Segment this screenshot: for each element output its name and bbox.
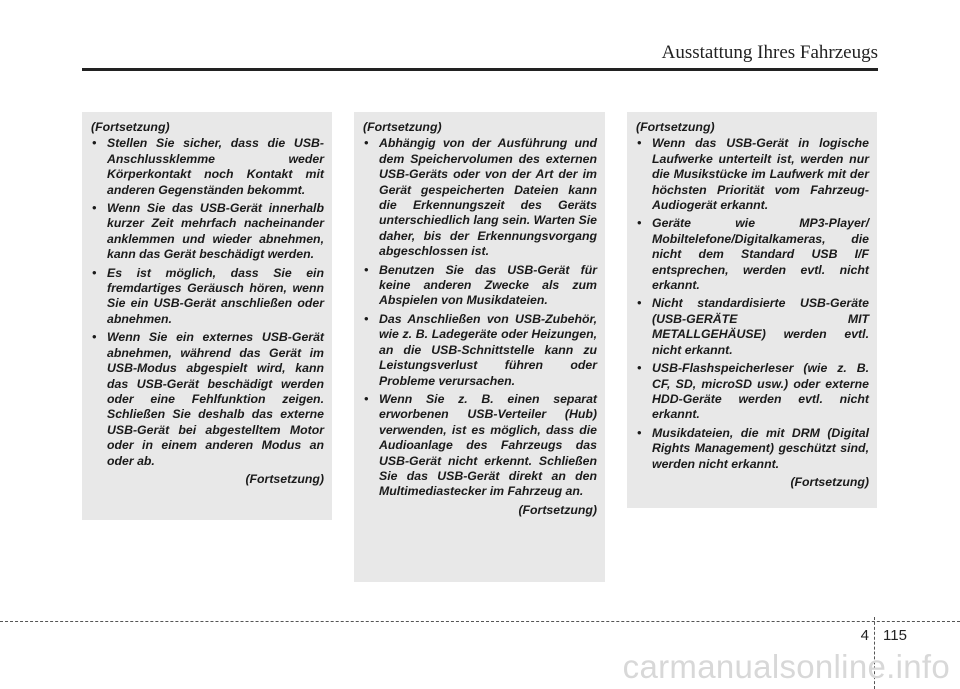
list-item: • Wenn das USB-Gerät in logische Laufwerke unterteilt ist, werden nur die Musikstücke im Laufwerk mit der höchsten Priorität vom Fahrzeug-Audiogerät erkannt. (636, 136, 869, 213)
continuation-label: (Fortsetzung) (363, 120, 442, 134)
list-item: • Wenn Sie ein externes USB-Gerät abnehmen, während das Gerät im USB-Modus abgespielt wird, kann das USB-Gerät beschädigt werden oder eine Fehlfunktion zeigen. Schließen Sie deshalb das externe USB-Gerät bei abgestelltem Motor oder in einem anderen Modus an oder ab. (91, 330, 324, 469)
text-column-2 (354, 112, 605, 582)
bullet-list (91, 136, 324, 469)
watermark-text: carmanualsonline.info (622, 648, 950, 685)
list-item: • Es ist möglich, dass Sie ein fremdartiges Geräusch hören, wenn Sie ein USB-Gerät anschließen oder abnehmen. (91, 266, 324, 328)
list-item: • Wenn Sie z. B. einen separat erworbenen USB-Verteiler (Hub) verwenden, ist es möglich, dass die Audioanlage des Fahrzeugs das USB-Gerät nicht erkennt. Schließen Sie das USB-Gerät direkt an den Multimediastecker im Fahrzeug an. (363, 392, 597, 500)
page-number: 115 (883, 627, 907, 644)
list-item: • USB-Flashspeicherleser (wie z. B. CF, SD, microSD usw.) oder externe HDD-Geräte werden evtl. nicht erkannt. (636, 361, 869, 423)
continuation-note: (Fortsetzung) (245, 471, 324, 486)
list-item: • Abhängig von der Ausführung und dem Speichervolumen des externen USB-Geräts oder von der Art der im Gerät gespeicherten Dateien kann die Erkennungszeit des Geräts unterschiedlich lang sein. Warten Sie daher, bis der Erkennungsvorgang abgeschlossen ist. (363, 136, 597, 259)
continuation-label: (Fortsetzung) (636, 120, 715, 134)
footer-divider (0, 621, 960, 622)
list-item: • Benutzen Sie das USB-Gerät für keine anderen Zwecke als zum Abspielen von Musikdateien. (363, 263, 597, 309)
continuation-note: (Fortsetzung) (790, 474, 869, 489)
list-item: • Das Anschließen von USB-Zubehör, wie z. B. Ladegeräte oder Heizungen, an die USB-Schnittstelle kann zu Leistungsverlust führen oder Probleme verursachen. (363, 312, 597, 389)
bullet-list (636, 136, 869, 472)
text-column-3 (627, 112, 877, 508)
header-divider (82, 68, 878, 71)
list-item: • Wenn Sie das USB-Gerät innerhalb kurzer Zeit mehrfach nacheinander anklemmen und wieder abnehmen, kann das Gerät beschädigt werden. (91, 201, 324, 263)
bullet-list (363, 136, 597, 499)
text-column-1 (82, 112, 332, 520)
list-item: • Stellen Sie sicher, dass die USB-Anschlussklemme weder Körperkontakt noch Kontakt mit anderen Gegenständen bekommt. (91, 136, 324, 198)
chapter-number: 4 (860, 627, 869, 644)
list-item: • Geräte wie MP3-Player/ Mobiltelefone/Digitalkameras, die nicht dem Standard USB I/F entsprechen, werden evtl. nicht erkannt. (636, 216, 869, 293)
continuation-label: (Fortsetzung) (91, 120, 170, 134)
continuation-note: (Fortsetzung) (518, 502, 597, 517)
section-title: Ausstattung Ihres Fahrzeugs (661, 42, 878, 63)
list-item: • Musikdateien, die mit DRM (Digital Rights Management) geschützt sind, werden nicht erkannt. (636, 426, 869, 472)
list-item: • Nicht standardisierte USB-Geräte (USB-GERÄTE MIT METALLGEHÄUSE) werden evtl. nicht erkannt. (636, 296, 869, 358)
